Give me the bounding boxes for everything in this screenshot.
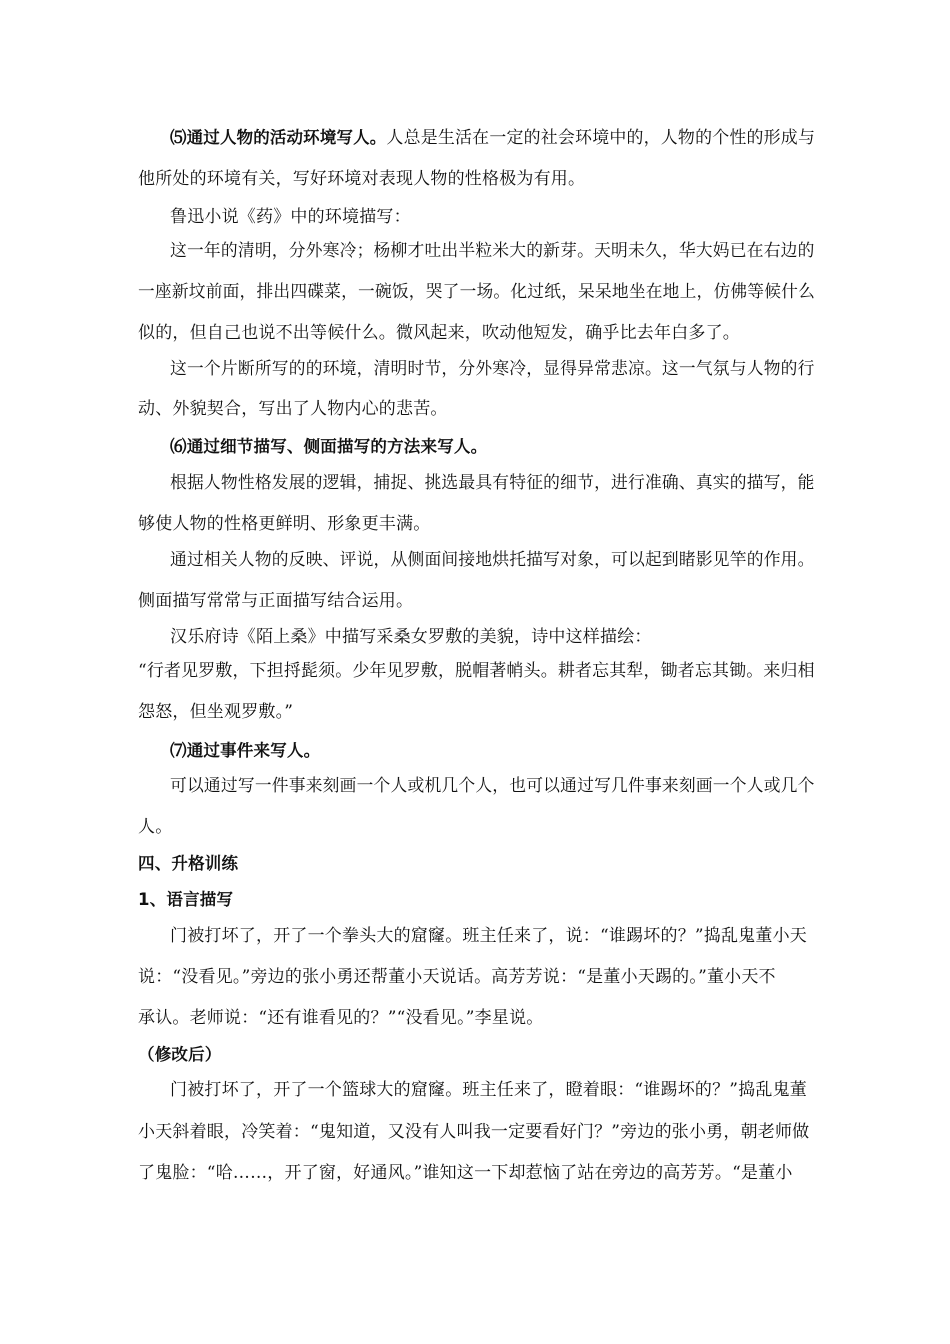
section6-para2-line: 通过相关人物的反映、评说，从侧面间接地烘托描写对象，可以起到睹影见竿的作用。 xyxy=(170,550,815,570)
part4-heading: 四、升格训练 xyxy=(138,854,239,873)
poem-intro: 汉乐府诗《陌上桑》中描写采桑女罗敷的美貌，诗中这样描绘： xyxy=(170,627,652,647)
revised-line: 门被打坏了，开了一个篮球大的窟窿。班主任来了，瞪着眼：“谁踢坏的？”捣乱鬼董 xyxy=(170,1080,807,1100)
yao-analysis-line: 这一个片断所写的的环境，清明时节，分外寒冷，显得异常悲凉。这一气氛与人物的行 xyxy=(170,359,815,379)
section6-heading: ⑹通过细节描写、侧面描写的方法来写人。 xyxy=(170,437,488,456)
yao-analysis-line: 动、外貌契合，写出了人物内心的悲苦。 xyxy=(138,399,448,419)
revised-line: 了鬼脸：“哈……，开了窗，好通风。”谁知这一下却惹恼了站在旁边的高芳芳。“是董小 xyxy=(138,1163,793,1183)
yao-quote-line: 这一年的清明，分外寒冷；杨柳才吐出半粒米大的新芽。天明未久，华大妈已在右边的 xyxy=(170,241,815,261)
original-line: 说：“没看见。”旁边的张小勇还帮董小天说话。高芳芳说：“是董小天踢的。”董小天不 xyxy=(138,967,776,987)
section5-text: 人总是生活在一定的社会环境中的，人物的个性的形成与 xyxy=(386,128,816,148)
subheading-language: 1、语言描写 xyxy=(138,890,234,909)
section6-para2-line: 侧面描写常常与正面描写结合运用。 xyxy=(138,591,414,611)
section7-para-line: 可以通过写一件事来刻画一个人或机几个人，也可以通过写几件事来刻画一个人或几个 xyxy=(170,776,815,796)
yao-quote-line: 似的，但自己也说不出等候什么。微风起来，吹动他短发，确乎比去年白多了。 xyxy=(138,323,740,343)
revised-label: （修改后） xyxy=(138,1045,222,1064)
original-line: 承认。老师说：“还有谁看见的？”“没看见。”李星说。 xyxy=(138,1008,544,1028)
section7-heading: ⑺通过事件来写人。 xyxy=(170,741,321,760)
section5-heading: ⑸通过人物的活动环境写人。 xyxy=(170,128,387,147)
section5-line xyxy=(170,127,815,149)
section6-para1-line: 根据人物性格发展的逻辑，捕捉、挑选最具有特征的细节，进行准确、真实的描写，能 xyxy=(170,473,815,493)
yao-intro: 鲁迅小说《药》中的环境描写： xyxy=(170,207,411,227)
yao-quote-line: 一座新坟前面，排出四碟菜，一碗饭，哭了一场。化过纸，呆呆地坐在地上，仿佛等候什么 xyxy=(138,282,815,302)
section5-text-cont: 他所处的环境有关，写好环境对表现人物的性格极为有用。 xyxy=(138,169,586,189)
poem-line: “行者见罗敷，下担捋髭须。少年见罗敷，脱帽著帩头。耕者忘其犁，锄者忘其锄。来归相 xyxy=(138,661,815,681)
revised-line: 小天斜着眼，冷笑着：“鬼知道，又没有人叫我一定要看好门？”旁边的张小勇，朝老师做 xyxy=(138,1122,810,1142)
poem-line: 怨怒，但坐观罗敷。” xyxy=(138,702,294,722)
section7-para-line: 人。 xyxy=(138,817,173,837)
original-line: 门被打坏了，开了一个拳头大的窟窿。班主任来了，说：“谁踢坏的？”捣乱鬼董小天 xyxy=(170,926,807,946)
section6-para1-line: 够使人物的性格更鲜明、形象更丰满。 xyxy=(138,514,431,534)
